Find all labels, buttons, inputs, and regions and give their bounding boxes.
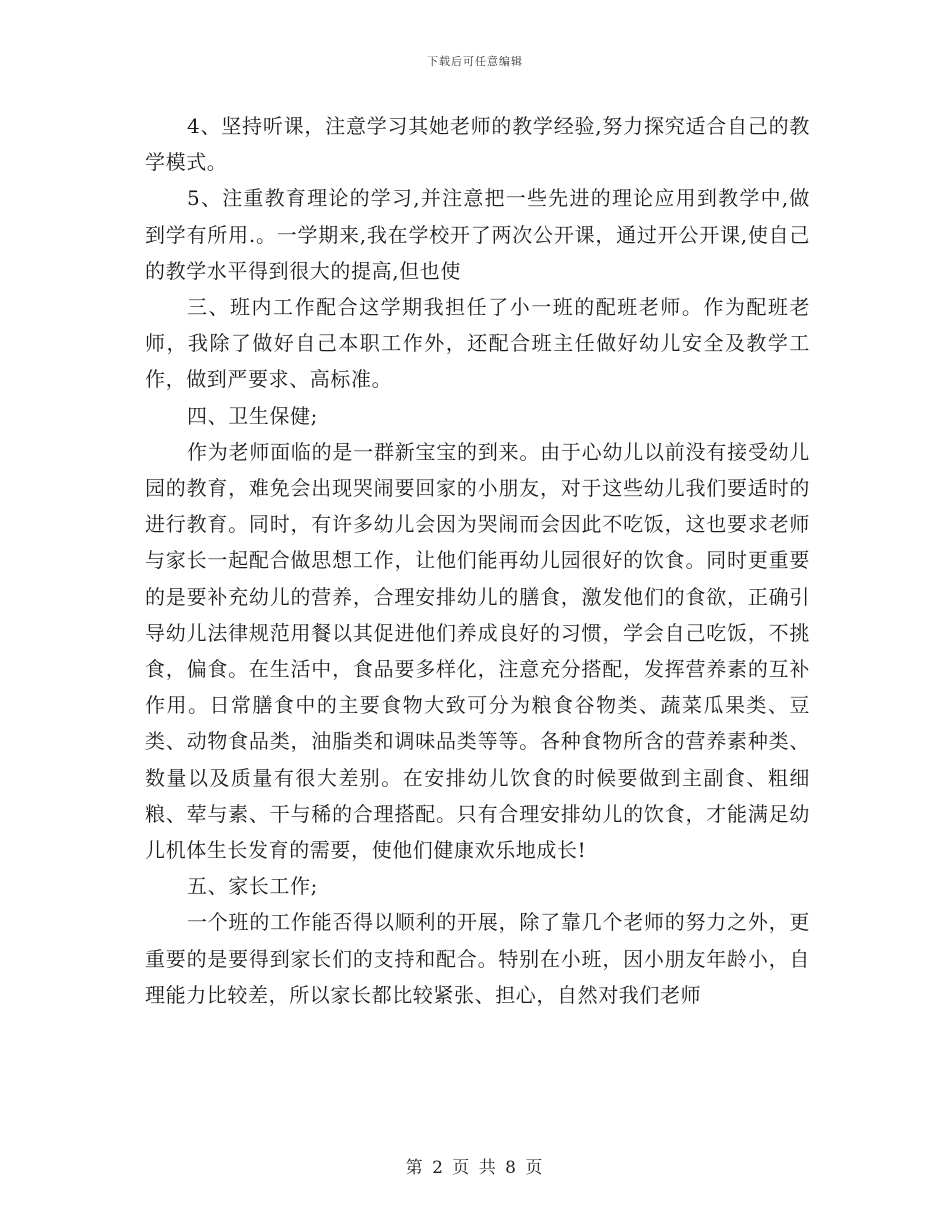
document-body <box>145 108 810 1013</box>
page-footer: 第 2 页 共 8 页 <box>405 1158 545 1178</box>
paragraph-hygiene: 作为老师面临的是一群新宝宝的到来。由于心幼儿以前没有接受幼儿园的教育，难免会出现哭闹要回家的小朋友，对于这些幼儿我们要适时的进行教育。同时，有许多幼儿会因为哭闹而会因此不吃饭，这也要求老师与家长一起配合做思想工作，让他们能再幼儿园很好的饮食。同时更重要的是要补充幼儿的营养，合理安排幼儿的膳食，激发他们的食欲，正确引导幼儿法律规范用餐以其促进他们养成良好的习惯，学会自己吃饭，不挑食，偏食。在生活中，食品要多样化，注意充分搭配，发挥营养素的互补作用。日常膳食中的主要食物大致可分为粮食谷物类、蔬菜瓜果类、豆类、动物食品类，油脂类和调味品类等等。各种食物所含的营养素种类、数量以及质量有很大差别。在安排幼儿饮食的时候要做到主副食、粗细粮、荤与素、干与稀的合理搭配。只有合理安排幼儿的饮食，才能满足幼儿机体生长发育的需要，使他们健康欢乐地成长! <box>145 439 810 863</box>
section-heading-5: 五、家长工作; <box>187 874 318 899</box>
paragraph-item-5: 5、注重教育理论的学习,并注意把一些先进的理论应用到教学中,做到学有所用.。一学期来,我在学校开了两次公开课，通过开公开课,使自己的教学水平得到很大的提高,但也使 <box>145 186 810 283</box>
page-header: 下载后可任意编辑 <box>427 55 523 68</box>
paragraph-parents: 一个班的工作能否得以顺利的开展，除了靠几个老师的努力之外，更重要的是要得到家长们的支持和配合。特别在小班，因小朋友年龄小，自理能力比较差，所以家长都比较紧张、担心，自然对我们老师 <box>145 910 810 1007</box>
paragraph-item-4: 4、坚持听课，注意学习其她老师的教学经验,努力探究适合自己的教学模式。 <box>145 114 810 175</box>
section-heading-4: 四、卫生保健; <box>187 403 318 428</box>
paragraph-section-3: 三、班内工作配合这学期我担任了小一班的配班老师。作为配班老师，我除了做好自己本职工作外，还配合班主任做好幼儿安全及教学工作，做到严要求、高标准。 <box>145 295 810 392</box>
